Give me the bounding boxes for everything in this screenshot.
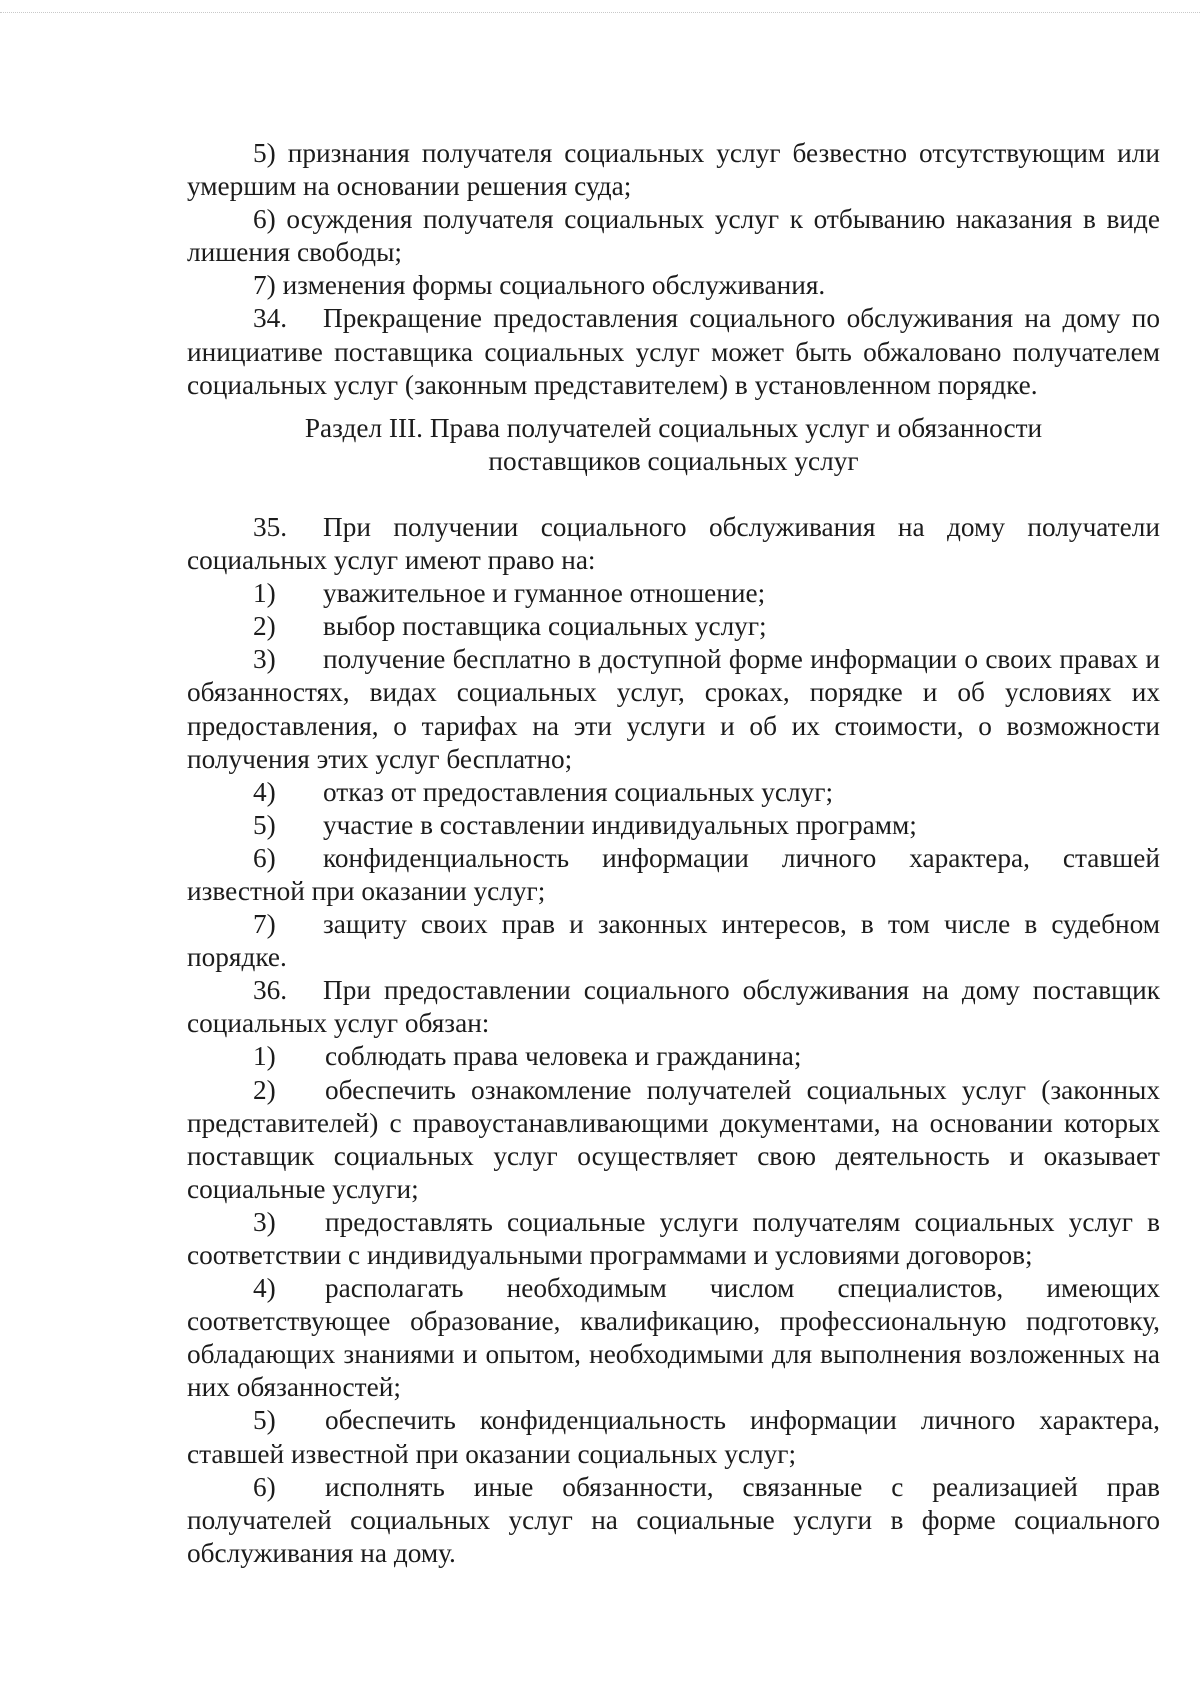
subitem-number: 4) [253,1273,276,1304]
subitem-number: 6) [253,1471,276,1502]
subitem-text: защиту своих прав и законных интересов, в том числе в судебном порядке. [187,909,1160,973]
subitem-number: 2) [253,611,276,642]
item-35-subitem [187,610,1160,643]
section-heading [187,412,1160,478]
subitem-number: 5) [253,1405,276,1436]
subitem-text: уважительное и гуманное отношение; [323,578,766,609]
item-number: 34. [253,303,288,334]
item-35-subitem [187,842,1160,908]
item-text: При предоставлении социального обслуживания на дому поставщик социальных услуг обязан: [187,975,1160,1039]
item-number: 36. [253,975,288,1006]
document-body [187,137,1160,1570]
subitem-text: соблюдать права человека и гражданина; [325,1041,802,1072]
subitem-text: конфиденциальность информации личного характера, ставшей известной при оказании услуг; [187,842,1160,906]
item-36-subitem [187,1404,1160,1470]
paragraph-5-grounds: 5) признания получателя социальных услуг безвестно отсутствующим или умершим на основании решения суда; [187,138,1160,202]
item-36-subitem [187,1040,1160,1073]
item-text: При получении социального обслуживания на дому получатели социальных услуг имеют право на: [187,511,1160,576]
subitem-text: предоставлять социальные услуги получателям социальных услуг в соответствии с индивидуальными программами и условиями договоров; [187,1206,1160,1270]
subitem-text: получение бесплатно в доступной форме информации о своих правах и обязанностях, видах социальных услуг, сроках, порядке и об условиях их предоставления, о тарифах на эти услуги и об их стоимости, о возможности получения этих услуг бесплатно; [187,644,1160,774]
subitem-text: участие в составлении индивидуальных программ; [323,809,917,840]
subitem-text: располагать необходимым числом специалистов, имеющих соответствующее образование, квалификацию, профессиональную подготовку, обладающих знаниями и опытом, необходимыми для выполнения возложенных на них обязанностей; [187,1273,1160,1403]
subitem-text: исполнять иные обязанности, связанные с реализацией прав получателей социальных услуг на социальные услуги в форме социального обслуживания на дому. [187,1471,1160,1568]
subitem-number: 1) [253,578,276,609]
subitem-text: обеспечить конфиденциальность информации личного характера, ставшей известной при оказании социальных услуг; [187,1405,1160,1469]
subitem-number: 5) [253,809,276,840]
subitem-number: 3) [253,644,276,675]
item-36 [187,974,1160,1040]
item-36-subitem [187,1471,1160,1570]
item-36-subitem [187,1272,1160,1404]
item-35-subitem [187,809,1160,842]
section-heading-line-2: поставщиков социальных услуг [488,445,859,476]
item-number: 35. [253,511,288,542]
subitem-text: обеспечить ознакомление получателей социальных услуг (законных представителей) с правоустанавливающими документами, на основании которых поставщик социальных услуг осуществляет свою деятельность и оказывает социальные услуги; [187,1074,1160,1204]
subitem-number: 2) [253,1074,276,1105]
subitem-number: 7) [253,909,276,940]
subitem-text: выбор поставщика социальных услуг; [323,611,767,642]
item-36-subitem [187,1206,1160,1272]
paragraph-6-grounds: 6) осуждения получателя социальных услуг к отбыванию наказания в виде лишения свободы; [187,204,1160,268]
section-heading-line-1: Раздел III. Права получателей социальных услуг и обязанности [304,412,1043,443]
subitem-number: 4) [253,776,276,807]
item-text: Прекращение предоставления социального обслуживания на дому по инициативе поставщика социальных услуг может быть обжаловано получателем социальных услуг (законным представителем) в установленном порядке. [187,303,1160,400]
item-36-subitem [187,1074,1160,1206]
item-35-subitem [187,577,1160,610]
item-35-subitem [187,908,1160,974]
item-35 [187,511,1160,577]
item-35-subitem [187,643,1160,775]
paragraph-7-grounds: 7) изменения формы социального обслуживания. [253,270,826,301]
item-34 [187,302,1160,401]
subitem-text: отказ от предоставления социальных услуг; [323,776,834,807]
item-35-subitem [187,776,1160,809]
subitem-number: 3) [253,1206,276,1237]
subitem-number: 6) [253,842,276,873]
subitem-number: 1) [253,1041,276,1072]
spacer [187,478,1160,511]
scan-edge-line [0,12,1200,13]
